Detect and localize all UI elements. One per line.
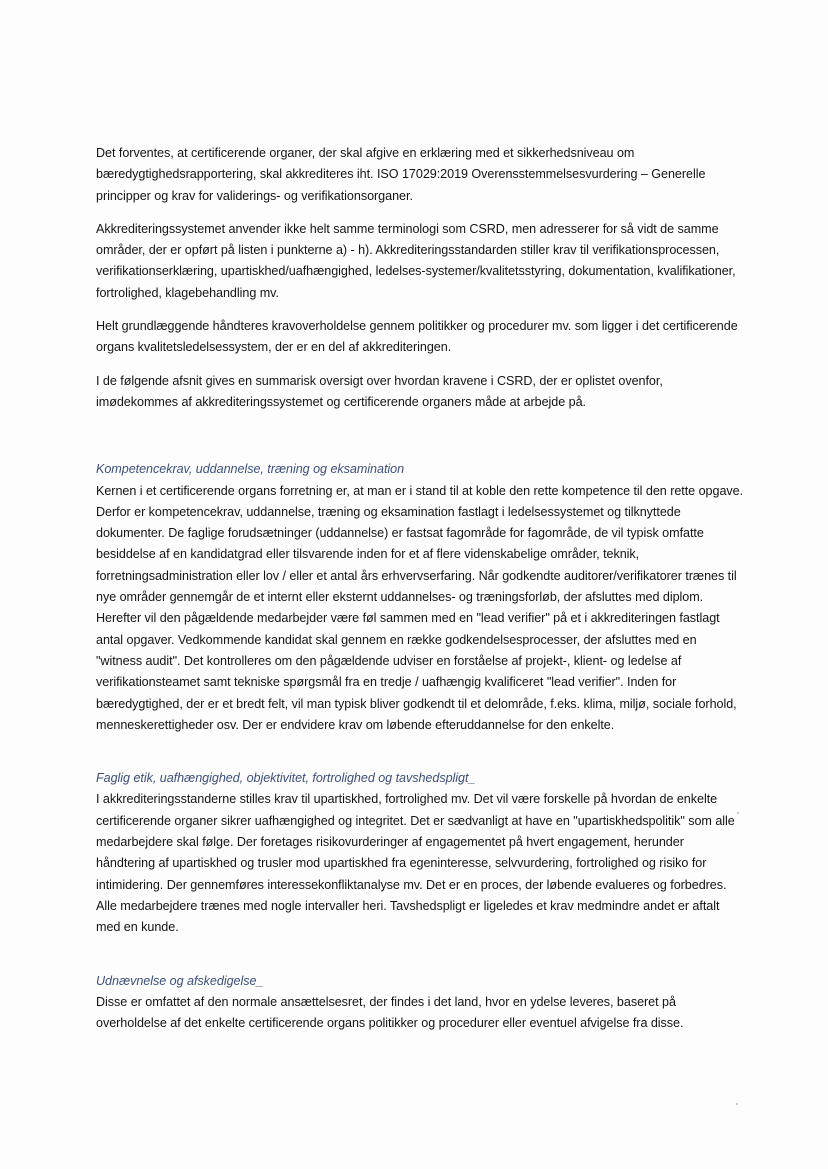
section-body-appointment: Disse er omfattet af den normale ansættelsesret, der findes i det land, hvor en ydelse leveres, baseret på overholdelse af det enkelte certificerende organs politikker og procedurer eller eventuel afvigelse fra disse.: [96, 994, 684, 1031]
intro-paragraph-2: Akkrediteringssystemet anvender ikke helt samme terminologi som CSRD, men adresserer for så vidt de samme områder, der er opført på listen i punkterne a) - h). Akkrediteringsstandarden stiller krav til verifikationsprocessen, verifikationserklæring, upartiskhed/uafhængighed, ledelses-systemer/kvalitetsstyring, dokumentation, kvalifikationer, fortrolighed, klagebehandling mv.: [96, 221, 736, 300]
section-body-competence: Kernen i et certificerende organs forretning er, at man er i stand til at koble den rette kompetence til den rette opgave. Derfor er kompetencekrav, uddannelse, træning og eksamination fastlagt i ledelsessystemet og tilknyttede dokumenter. De faglige forudsætninger (uddannelse) er fastsat fagområde for fagområde, de vil typisk omfatte besiddelse af en kandidatgrad eller tilsvarende inden for et af flere videnskabelige områder, teknik, forretningsadministration eller lov / eller et antal års erhvervserfaring. Når godkendte auditorer/verifikatorer trænes til nye områder gennemgår de et internt eller eksternt uddannelses- og træningsforløb, der afsluttes med diplom. Herefter vil den pågældende medarbejder være føl sammen med en "lead verifier" på et i akkrediteringen fastlagt antal opgaver. Vedkommende kandidat skal gennem en række godkendelsesprocesser, der afsluttes med en "witness audit". Det kontrolleres om den pågældende udviser en forståelse af projekt-, klient- og ledelse af verifikationsteamet samt tekniske spørgsmål fra en tredje / uafhængig kvalificeret "lead verifier". Inden for bæredygtighed, der er et bredt felt, vil man typisk bliver godkendt til et delområde, f.eks. klima, miljø, sociale forhold, menneskerettigheder osv. Der er endvidere krav om løbende efteruddannelse for den enkelte.: [96, 483, 744, 732]
section-body-ethics: I akkrediteringsstanderne stilles krav til upartiskhed, fortrolighed mv. Det vil være forskelle på hvordan de enkelte certificerende organer sikrer uafhængighed og integritet. Det er sædvanligt at have en "upartiskhedspolitik" som alle medarbejdere skal følge. Der foretages risikovurderinger af engagementet på hvert engagement, herunder håndtering af upartiskhed og trusler mod upartiskhed fra egeninteresse, selvvurdering, fortrolighed og risiko for intimidering. Der gennemføres interessekonfliktanalyse mv. Det er en proces, der løbende evalueres og forbedres. Alle medarbejdere trænes med nogle intervaller heri. Tavshedspligt er ligeledes et krav medmindre andet er aftalt med en kunde.: [96, 792, 735, 935]
section-heading-ethics: Faglig etik, uafhængighed, objektivitet, fortrolighed og tavshedspligt_: [96, 771, 476, 786]
section-competence: [96, 459, 744, 736]
intro-paragraph-3: Helt grundlæggende håndteres kravoverholdelse gennem politikker og procedurer mv. som ligger i det certificerende organs kvalitetsledelsessystem, der er en del af akkrediteringen.: [96, 319, 738, 355]
section-heading-competence: Kompetencekrav, uddannelse, træning og eksamination: [96, 462, 405, 477]
section-heading-appointment: Udnævnelse og afskedigelse_: [96, 973, 264, 988]
document-body: [96, 143, 744, 1034]
intro-paragraph-1: Det forventes, at certificerende organer, der skal afgive en erklæring med et sikkerhedsniveau om bæredygtighedsrapportering, skal akkrediteres iht. ISO 17029:2019 Overensstemmelsesvurdering – Generelle principper og krav for validerings- og verifikationsorganer.: [96, 146, 706, 203]
scan-speck: [736, 1103, 738, 1105]
section-appointment: [96, 971, 744, 1035]
scan-speck: [737, 812, 739, 814]
section-ethics: [96, 768, 744, 938]
intro-paragraph-4: I de følgende afsnit gives en summarisk oversigt over hvordan kravene i CSRD, der er oplistet ovenfor, imødekommes af akkrediteringssystemet og certificerende organers måde at arbejde på.: [96, 373, 663, 409]
